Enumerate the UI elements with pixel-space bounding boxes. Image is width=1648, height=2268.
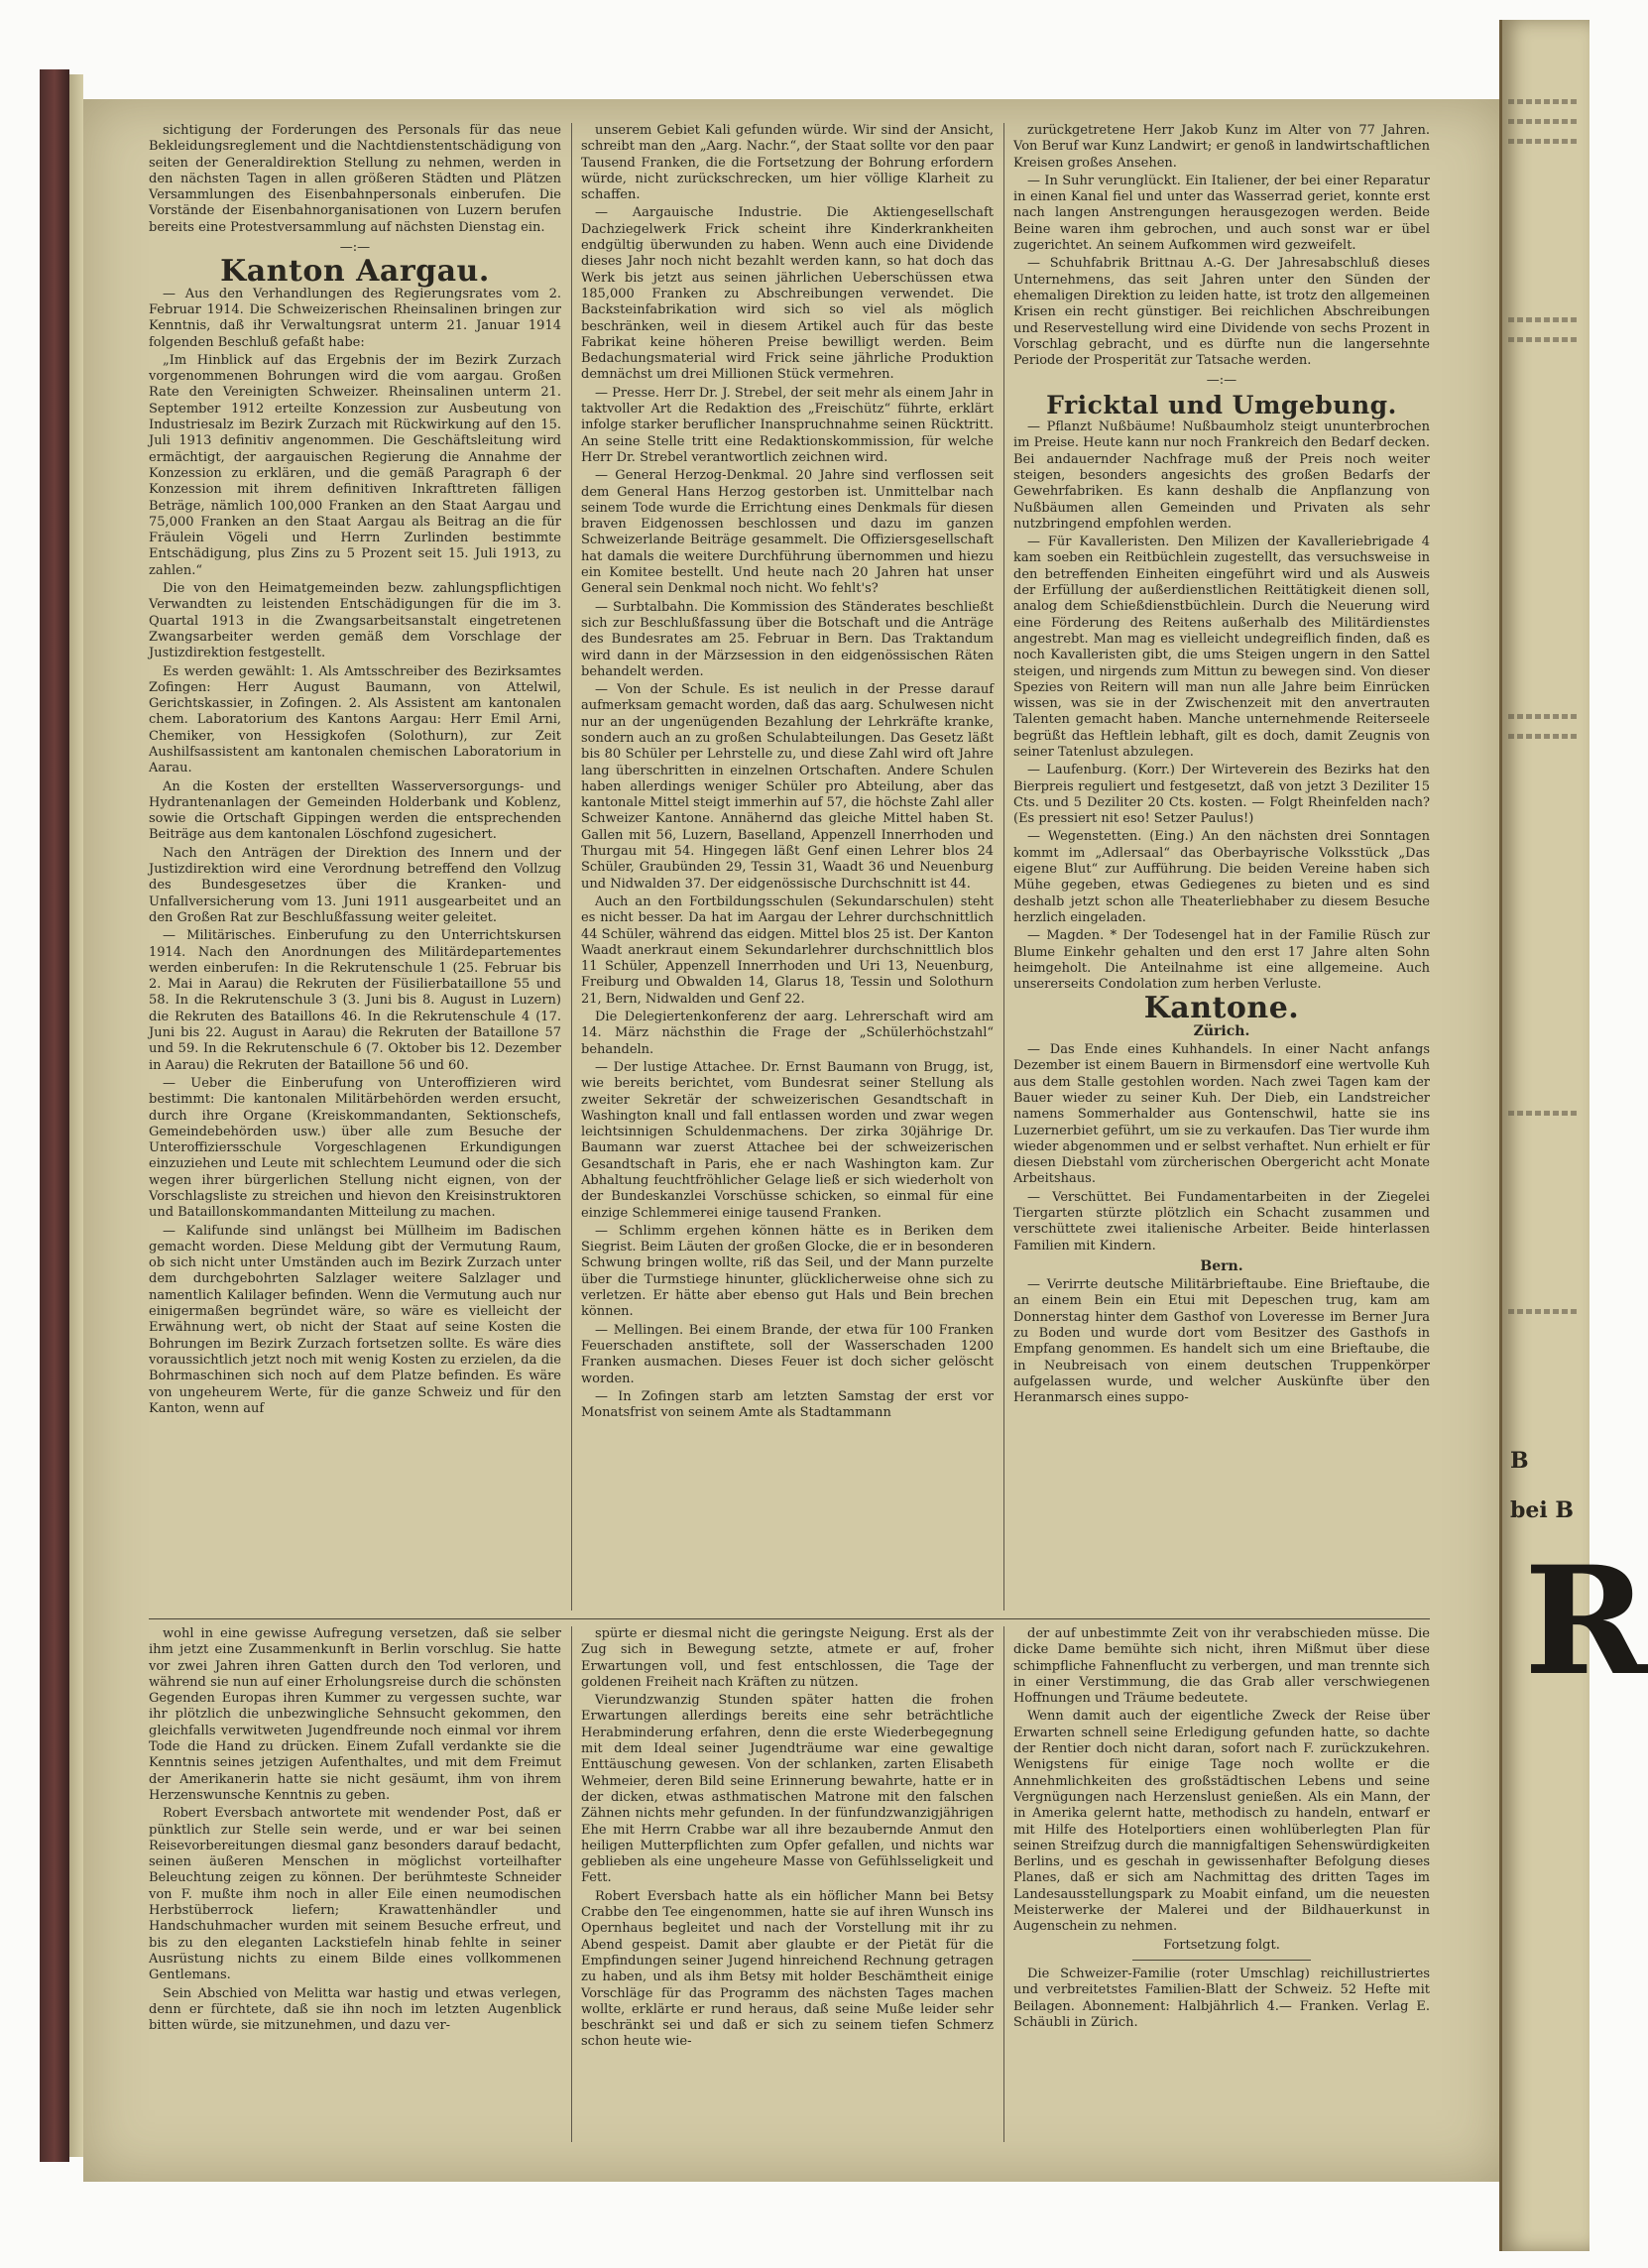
col1-paragraph: sichtigung der Forderungen des Personals für das neue Bekleidungsreglement und die Nachtdienstentschädigung von seiten der Generaldirektion Stellung zu nehmen, werden in den nächsten Tagen in allen größeren Städten und Plätzen Versammlungen des Eisenbahnpersonals einberufen. Die Vorstände der Eisenbahnorganisationen von Luzern berufen bereits eine Protestversammlung auf nächsten Dienstag ein. (149, 123, 561, 235)
text-fragment-lines (1508, 1309, 1578, 1314)
feuilleton-paragraph: Wenn damit auch der eigentliche Zweck der Reise über Erwarten schnell seine Erledigung gefunden hatte, so dachte der Rentier doch nicht daran, sofort nach F. zurückzukehren. Wenigstens für einige Tage noch wollte er die Annehmlichkeiten des großstädtischen Lebens und seine Vergnügungen nach Herzenslust genießen. Als ein Mann, der in Amerika gelernt hatte, methodisch zu handeln, entwarf er mit Hilfe des Hotelportiers einen wohlüberlegten Plan für seinen Streifzug durch die mannigfaltigen Sehenswürdigkeiten Berlins, und es geschah in gewissenhafter Befolgung dieses Planes, daß er sich am Nachmittag des dritten Tages im Landesausstellungspark zu Moabit einfand, um die neuesten Meisterwerke der Malerei und der Bildhauerkunst in Augenschein zu nehmen. (1013, 1709, 1430, 1935)
col2-paragraph: — Mellingen. Bei einem Brande, der etwa für 100 Franken Feuerschaden anstiftete, soll der Wasserschaden 1200 Franken ausmachen. Dieses Feuer ist doch sicher gelöscht worden. (581, 1322, 994, 1386)
col3-paragraph: — Laufenburg. (Korr.) Der Wirteverein des Bezirks hat den Bierpreis reguliert und festgesetzt, daß von jetzt 3 Deziliter 15 Cts. und 5 Deziliter 20 Cts. kosten. — Folgt Rheinfelden nach? (Es pressiert nit eso! Setzer Paulus!) (1013, 763, 1430, 827)
col3-paragraph: — Magden. * Der Todesengel hat in der Familie Rüsch zur Blume Einkehr gehalten und den erst 17 Jahre alten Sohn heimgeholt. Die Anteilnahme ist eine allgemeine. Auch unsererseits Condolation zum herben Verluste. (1013, 928, 1430, 993)
col1-paragraph: Die von den Heimatgemeinden bezw. zahlungspflichtigen Verwandten zu leistenden Entschädigungen für die im 3. Quartal 1913 in die Zwangsarbeitsanstalt eingetretenen Zwangsarbeiter werden gemäß dem Vorschlage der Justizdirektion festgestellt. (149, 581, 561, 661)
col1-paragraph: „Im Hinblick auf das Ergebnis der im Bezirk Zurzach vorgenommenen Bohrungen wird die vom aargau. Großen Rate den Vereinigten Schweizer. Rheinsalinen unterm 21. September 1912 erteilte Konzession zur Ausbeutung von Industriesalz im Bezirk Zurzach mit Rückwirkung auf den 15. Juli 1913 definitiv angenommen. Die Geschäftsleitung wird ermächtigt, der aargauischen Regierung die Annahme der Konzession zu erklären, und die gemäß Paragraph 6 der Konzession mit ihrem definitiven Inkrafttreten fälligen Beträge, nämlich 100,000 Franken an den Staat Aargau und 75,000 Franken an den Staat Aargau als Beitrag an die für Fräulein Vögeli und Herrn Zurlinden bestimmte Entschädigung, plus Zins zu 5 Prozent seit 15. Juli 1913, zu zahlen.“ (149, 352, 561, 578)
text-fragment-lines (1508, 139, 1578, 144)
text-fragment-lines (1508, 1111, 1578, 1116)
feuilleton-paragraph: der auf unbestimmte Zeit von ihr verabschieden müsse. Die dicke Dame bemühte sich nicht, ihren Mißmut über diese schimpfliche Fahnenflucht zu verbergen, und man trennte sich in einer Verstimmung, die das Grab aller verschwiegenen Hoffnungen und Träume bedeutete. (1013, 1626, 1430, 1707)
column-divider (1003, 1626, 1004, 2142)
section-heading-kanton-aargau: Kanton Aargau. (220, 254, 490, 290)
col3-paragraph: — Für Kavalleristen. Den Milizen der Kavalleriebrigade 4 kam soeben ein Reitbüchlein zugestellt, das versuchsweise in den betreffenden Einheiten eingeführt wird und als Ausweis der Erfüllung der außerdienstlichen Reittätigkeit dienen soll, analog dem Schießdienstbüchlein. Durch die Neuerung wird eine Förderung des Reitens außerhalb des Militärdienstes angestrebt. Man mag es vielleicht undegreiflich finden, daß es noch Kavalleristen gibt, die ums Steigen ungern in den Sattel steigen, und nirgends zum Mittun zu bewegen sind. Von dieser Spezies von Reitern will man nun alle Jahre beim Einrücken wissen, was sie in der Zwischenzeit mit den anvertrauten Talenten gemacht haben. Manche unternehmende Reiterseele begrüßt das Heftlein lebhaft, gilt es doch, damit Zeugnis von seiner Tatenlust abzulegen. (1013, 535, 1430, 760)
book-binding (40, 69, 69, 2162)
col2-paragraph: unserem Gebiet Kali gefunden würde. Wir sind der Ansicht, schreibt man den „Aarg. Nachr.“, der Staat sollte vor den paar Tausend Franken, die die Fortsetzung der Bohrung erfordern würde, nicht zurückschrecken, um hier völlige Klarheit zu schaffen. (581, 123, 994, 203)
col2-paragraph: — Schlimm ergehen können hätte es in Beriken dem Siegrist. Beim Läuten der großen Glocke, die er in besonderen Schwung bringen wollte, riß das Seil, und der Mann purzelte über die Turmstiege hinunter, glücklicherweise ohne sich zu verletzen. Er hätte aber ebenso gut Hals und Bein brechen können. (581, 1223, 994, 1320)
neighbor-fragment: bei B (1510, 1497, 1574, 1523)
section-heading-fricktal: Fricktal und Umgebung. (1046, 390, 1397, 419)
column-2 (581, 123, 994, 1611)
col2-paragraph: — In Zofingen starb am letzten Samstag der erst vor Monatsfrist von seinem Amte als Stadtammann (581, 1388, 994, 1421)
col3-paragraph: — Pflanzt Nußbäume! Nußbaumholz steigt ununterbrochen im Preise. Heute kann nur noch Frankreich den Bedarf decken. Bei andauernder Nachfrage muß der Preis noch weiter steigen, besonders angesichts des großen Bedarfs der Gewehrfabriken. Es kann deshalb die Anpflanzung von Nußbäumen allen Gemeinden und Privaten als sehr nutzbringend empfohlen werden. (1013, 419, 1430, 532)
column-divider (571, 1626, 572, 2142)
col3-paragraph: — Schuhfabrik Brittnau A.-G. Der Jahresabschluß dieses Unternehmens, das seit Jahren unter den Sünden der ehemaligen Direktion zu leiden hatte, ist trotz den allgemeinen Krisen ein recht günstiger. Bei reichlichen Abschreibungen und Reservestellung wird eine Dividende von sechs Prozent in Vorschlag gebracht, und es dürfte nun die langersehnte Periode der Prosperität zur Tatsache werden. (1013, 256, 1430, 369)
feuilleton-paragraph: wohl in eine gewisse Aufregung versetzen, daß sie selber ihm jetzt eine Zusammenkunft in Berlin vorschlug. Sie hatte vor zwei Jahren ihren Gatten durch den Tod verloren, und während sie nun auf einer Erholungsreise durch die schönsten Gegenden Europas ihren Kummer zu vergessen suchte, war ihr plötzlich die unbezwingliche Sehnsucht gekommen, den gleichfalls verwitweten Jugendfreunde noch einmal vor ihrem Tode die Hand zu drücken. Einem Zufall verdankte sie die Kenntnis seines jetzigen Aufenthaltes, und mit dem Freimut der Amerikanerin hatte sie nicht gesäumt, ihm von ihrem Herzenswunsche Kenntnis zu geben. (149, 1626, 561, 1803)
newspaper-page (83, 99, 1507, 2182)
neighbor-large-letter: R (1524, 1534, 1648, 1709)
text-fragment-lines (1508, 337, 1578, 342)
text-fragment-lines (1508, 99, 1578, 104)
column-3 (1013, 123, 1430, 1611)
adjacent-page-edge (1499, 20, 1648, 2251)
col2-paragraph: Auch an den Fortbildungsschulen (Sekundarschulen) steht es nicht besser. Da hat im Aargau der Lehrer durchschnittlich 44 Schüler, während das eidgen. Mittel blos 25 ist. Der Kanton Waadt anerkraut einem Sekundarlehrer durchschnittlich blos 11 Schüler, Appenzell Innerrhoden und Uri 13, Neuenburg, Freiburg und Obwalden 14, Glarus 18, Tessin und Solothurn 21, Bern, Nidwalden und Genf 22. (581, 894, 994, 1007)
col2-paragraph: — General Herzog-Denkmal. 20 Jahre sind verflossen seit dem General Hans Herzog gestorben ist. Unmittelbar nach seinem Tode wurde die Errichtung eines Denkmals für diesen braven Eidgenossen beschlossen und dazu im ganzen Schweizerlande Beiträge gesammelt. Die Offiziersgesellschaft hat damals die weitere Durchführung übernommen und hiezu ein Komitee bestellt. Und heute nach 20 Jahren hat unser General sein Denkmal noch nicht. Wo fehlt's? (581, 468, 994, 597)
col2-paragraph: Die Delegiertenkonferenz der aarg. Lehrerschaft wird am 14. März nächsthin die Frage der „Schülerhöchstzahl“ behandeln. (581, 1010, 994, 1057)
page-gutter-edge (69, 74, 83, 2157)
col2-paragraph: — Aargauische Industrie. Die Aktiengesellschaft Dachziegelwerk Frick scheint ihre Kinderkrankheiten endgültig überwunden zu haben. Wenn auch eine Dividende dieses Jahr noch nicht bezahlt werden kann, so hat doch das Werk bis jetzt aus seinen jährlichen Ueberschüssen etwa 185,000 Franken zu Abschreibungen verwendet. Die Backsteinfabrikation wird sich so viel als möglich beschränken, weil in diesem Artikel auch für das beste Fabrikat keine höheren Preise bewilligt werden. Beim Bedachungsmaterial wird Frick seine jährliche Produktion demnächst um drei Millionen Stück vermehren. (581, 205, 994, 383)
col1-paragraph: Nach den Anträgen der Direktion des Innern und der Justizdirektion wird eine Verordnung betreffend den Vollzug des Bundesgesetzes über die Kranken- und Unfallversicherung vom 13. Juni 1911 ausgearbeitet und an den Großen Rat zur Beschlußfassung weiter geleitet. (149, 845, 561, 925)
subheading-bern: Bern. (1200, 1257, 1243, 1274)
col3-paragraph: — Wegenstetten. (Eing.) An den nächsten drei Sonntagen kommt im „Adlersaal“ das Oberbayrische Volksstück „Das eigene Blut“ zur Aufführung. Die beiden Vereine haben sich Mühe gegeben, etwas Gediegenes zu bieten und es sind deshalb jetzt schon alle Theaterliebhaber zu diesem Besuche herzlich eingeladen. (1013, 829, 1430, 925)
column-1 (149, 123, 561, 1611)
advertisement: Die Schweizer-Familie (roter Umschlag) reichillustriertes und verbreitetstes Familien-Blatt der Schweiz. 52 Hefte mit Beilagen. Abonnement: Halbjährlich 4.— Franken. Verlag E. Schäubli in Zürich. (1013, 1966, 1430, 2030)
col1-paragraph: — Militärisches. Einberufung zu den Unterrichtskursen 1914. Nach den Anordnungen des Militärdepartementes werden einberufen: In die Rekrutenschule 1 (25. Februar bis 2. Mai in Aarau) die Rekruten der Füsilierbataillone 55 und 58. In die Rekrutenschule 3 (3. Juni bis 8. August in Luzern) die Rekruten des Bataillons 46. In die Rekrutenschule 4 (17. Juni bis 22. August in Aarau) die Rekruten der Bataillone 57 und 59. In die Rekrutenschule 6 (7. Oktober bis 12. Dezember in Aarau) die Rekruten der Bataillone 56 und 60. (149, 928, 561, 1073)
feuilleton-column-1 (149, 1626, 561, 2142)
feuilleton-paragraph: spürte er diesmal nicht die geringste Neigung. Erst als der Zug sich in Bewegung setzte, atmete er auf, froher Erwartungen voll, und fest entschlossen, die Tage der goldenen Freiheit nach Kräften zu nützen. (581, 1626, 994, 1690)
text-fragment-lines (1508, 714, 1578, 719)
feuilleton-column-3 (1013, 1626, 1430, 2142)
neighbor-fragment: B (1510, 1448, 1529, 1474)
feuilleton-paragraph: Robert Eversbach hatte als ein höflicher Mann bei Betsy Crabbe den Tee eingenommen, hatte sie auf ihren Wunsch ins Opernhaus begleitet und nach der Vorstellung mit ihr zu Abend gespeist. Damit aber glaubte er der Pietät für die Empfindungen seiner Jugend hinreichend Rechnung getragen zu haben, und als ihm Betsy mit holder Beschämtheit einige Vorschläge für das Programm des nächsten Tages machen wollte, erklärte er rund heraus, daß seine Muße leider sehr beschränkt sei und daß er sich zu seinem tiefen Schmerz schon heute wie- (581, 1888, 994, 2050)
feuilleton-column-2 (581, 1626, 994, 2142)
column-divider (571, 123, 572, 1611)
feuilleton-paragraph: Robert Eversbach antwortete mit wendender Post, daß er pünktlich zur Stelle sein werde, und er war bei seinen Reisevorbereitungen diesmal ganz besonders darauf bedacht, seinen äußeren Menschen in möglichst vorteilhafter Beleuchtung zeigen zu können. Der berühmteste Schneider von F. mußte ihm noch in aller Eile einen neumodischen Herbstüberrock liefern; Krawattenhändler und Handschuhmacher wurden mit seinem Besuche erfreut, und bis zu den eleganten Lackstiefeln hinab fehlte in seiner Ausrüstung nichts zu einem Bilde eines vollkommenen Gentlemans. (149, 1806, 561, 1983)
col3-paragraph: — Verschüttet. Bei Fundamentarbeiten in der Ziegelei Tiergarten stürzte plötzlich ein Schacht zusammen und verschüttete zwei italienische Arbeiter. Beide hinterlassen Familien mit Kindern. (1013, 1189, 1430, 1253)
col2-paragraph: — Der lustige Attachee. Dr. Ernst Baumann von Brugg, ist, wie bereits berichtet, vom Bundesrat seiner Stellung als zweiter Sekretär der schweizerischen Gesandtschaft in Washington knall und fall entlassen worden und zwar wegen leichtsinnigen Schuldenmachens. Der zirka 30jährige Dr. Baumann war zuerst Attachee bei der schweizerischen Gesandtschaft in Paris, ehe er nach Washington kam. Zur Abhaltung feuchtfröhlicher Gelage ließ er sich wiederholt von der Bundeskanzlei Vorschüsse schicken, so einmal für eine einzige Schlemmerei einige tausend Franken. (581, 1059, 994, 1221)
col3-paragraph: zurückgetretene Herr Jakob Kunz im Alter von 77 Jahren. Von Beruf war Kunz Landwirt; er genoß in landwirtschaftlichen Kreisen großes Ansehen. (1013, 123, 1430, 171)
col1-paragraph: An die Kosten der erstellten Wasserversorgungs- und Hydrantenanlagen der Gemeinden Holderbank und Koblenz, sowie die Ortschaft Gippingen werden die entsprechenden Beiträge aus dem kantonalen Löschfond zugesichert. (149, 778, 561, 843)
text-fragment-lines (1508, 317, 1578, 322)
feuilleton-paragraph: Vierundzwanzig Stunden später hatten die frohen Erwartungen allerdings bereits eine sehr beträchtliche Herabminderung erfahren, denn die erste Wiederbegegnung mit dem Ideal seiner Jugendträume war eine gewaltige Enttäuschung gewesen. Von der schlanken, zarten Elisabeth Wehmeier, deren Bild seine Erinnerung bewahrte, hatte er in der dicken, etwas asthmatischen Matrone mit den falschen Zähnen nichts mehr gefunden. In der fünfundzwanzigjährigen Ehe mit Herrn Crabbe war all ihre bezaubernde Anmut den heiligen Mutterpflichten zum Opfer gefallen, und nichts war geblieben als eine ungeheure Masse von Gefühlsseligkeit und Fett. (581, 1693, 994, 1886)
to-be-continued: Fortsetzung folgt. (1163, 1937, 1280, 1953)
col3-paragraph: — Verirrte deutsche Militärbrieftaube. Eine Brieftaube, die an einem Bein ein Etui mit Depeschen trug, kam am Donnerstag hinter dem Gasthof von Loveresse im Berner Jura zu Boden und wurde dort vom Besitzer des Gasthofs in Empfang genommen. Es handelt sich um eine Brieftaube, die in Neubreisach von einem deutschen Truppenkörper aufgelassen wurde, und welcher Auskünfte über den Heranmarsch eines suppo- (1013, 1277, 1430, 1406)
col3-paragraph: — Das Ende eines Kuhhandels. In einer Nacht anfangs Dezember ist einem Bauern in Birmensdorf eine wertvolle Kuh aus dem Stalle gestohlen worden. Nach zwei Tagen kam der Bauer wieder zu seiner Kuh. Der Dieb, ein Landstreicher namens Sommerhalder aus Gontenschwil, hatte sie ins Luzernerbiet geführt, um sie zu verkaufen. Das Tier wurde ihm wieder abgenommen und er selbst verhaftet. Nun erhielt er für diesen Diebstahl vom zürcherischen Obergericht acht Monate Arbeitshaus. (1013, 1042, 1430, 1187)
col1-paragraph: — Ueber die Einberufung von Unteroffizieren wird bestimmt: Die kantonalen Militärbehörden werden ersucht, durch ihre Organe (Kreiskommandanten, Sektionschefs, Gemeindebehörden usw.) über alle zum Besuche der Unteroffiziersschule Vorgeschlagenen Erkundigungen einzuziehen und Leute mit schlechtem Leumund oder die sich wegen ihrer bürgerlichen Stellung nicht eignen, von der Vorschlagsliste zu streichen und hievon den Kreisinstruktoren und Bataillonskommandanten Mitteilung zu machen. (149, 1075, 561, 1221)
col2-paragraph: — Presse. Herr Dr. J. Strebel, der seit mehr als einem Jahr in taktvoller Art die Redaktion des „Freischütz“ führte, erklärt infolge starker beruflicher Inanspruchnahme seinen Rücktritt. An seine Stelle tritt eine Redaktionskommission, für welche Herr Dr. Strebel verantwortlich zeichnen wird. (581, 385, 994, 465)
ad-rule (1132, 1960, 1311, 1961)
subheading-zuerich: Zürich. (1193, 1022, 1250, 1039)
col1-paragraph: — Kalifunde sind unlängst bei Müllheim im Badischen gemacht worden. Diese Meldung gibt der Vermutung Raum, ob sich nicht unter Umständen auch im Bezirk Zurzach unter dem durchgebohrten Salzlager weitere Salzlager und namentlich Kalilager befinden. Wenn die Vermutung auch nur einigermaßen begründet wäre, so wäre es vielleicht der Erwähnung wert, ob nicht der Staat auf seine Kosten die Bohrungen im Bezirk Zurzach fortsetzen sollte. Es wäre dies voraussichtlich jetzt noch mit wenig Kosten zu erzielen, da die Bohrmaschinen sich noch auf dem Platze befinden. Es wäre von ungeheurem Werte, für die ganze Schweiz und für den Kanton, wenn auf (149, 1223, 561, 1416)
col3-paragraph: — In Suhr verunglückt. Ein Italiener, der bei einer Reparatur in einen Kanal fiel und unter das Wasserrad geriet, konnte erst nach langen Anstrengungen herausgezogen werden. Beide Beine waren ihm gebrochen, und auch sonst war er übel zugerichtet. An seinem Aufkommen wird gezweifelt. (1013, 173, 1430, 254)
feuilleton-rule (149, 1618, 1430, 1619)
text-fragment-lines (1508, 734, 1578, 739)
section-separator: —:— (339, 240, 371, 256)
col1-paragraph: — Aus den Verhandlungen des Regierungsrates vom 2. Februar 1914. Die Schweizerischen Rheinsalinen bringen zur Kenntnis, daß ihr Verwaltungsrat unterm 21. Januar 1914 folgenden Beschluß gefaßt habe: (149, 286, 561, 350)
section-heading-kantone: Kantone. (1143, 991, 1300, 1026)
col2-paragraph: — Von der Schule. Es ist neulich in der Presse darauf aufmerksam gemacht worden, daß das aarg. Schulwesen nicht nur an der ungenügenden Bezahlung der Lehrkräfte kranke, sondern auch an zu großen Schulabteilungen. Das Gesetz läßt bis 80 Schüler per Lehrstelle zu, und diese Zahl wird oft Jahre lang überschritten in einzelnen Ortschaften. Andere Schulen haben allerdings weniger Schüler pro Abteilung, aber das kantonale Mittel steigt immerhin auf 57, die höchste Zahl aller Schweizer Kantone. Annähernd das gleiche Mittel haben St. Gallen mit 56, Luzern, Baselland, Appenzell Innerrhoden und Thurgau mit 54. Hingegen läßt Genf einen Lehrer blos 24 Schüler, Graubünden 29, Tessin 31, Waadt 36 und Neuenburg und Nidwalden 37. Der eidgenössische Durchschnitt ist 44. (581, 682, 994, 892)
col2-paragraph: — Surbtalbahn. Die Kommission des Ständerates beschließt sich zur Beschlußfassung über die Botschaft und die Anträge des Bundesrates am 25. Februar in Bern. Das Traktandum wird dann in der Märzsession in den eidgenössischen Räten behandelt werden. (581, 599, 994, 679)
section-separator: —:— (1206, 373, 1237, 389)
col1-paragraph: Es werden gewählt: 1. Als Amtsschreiber des Bezirksamtes Zofingen: Herr August Baumann, von Attelwil, Gerichtskassier, in Zofingen. 2. Als Assistent am kantonalen chem. Laboratorium des Kantons Aargau: Herr Emil Arni, Chemiker, von Hessigkofen (Solothurn), zur Zeit Aushilfsassistent am kantonalen chemischen Laboratorium in Aarau. (149, 663, 561, 776)
column-divider (1003, 123, 1004, 1611)
text-fragment-lines (1508, 119, 1578, 124)
feuilleton-paragraph: Sein Abschied von Melitta war hastig und etwas verlegen, denn er fürchtete, daß sie ihn noch im letzten Augenblick bitten würde, sie mitzunehmen, und dazu ver- (149, 1985, 561, 2034)
